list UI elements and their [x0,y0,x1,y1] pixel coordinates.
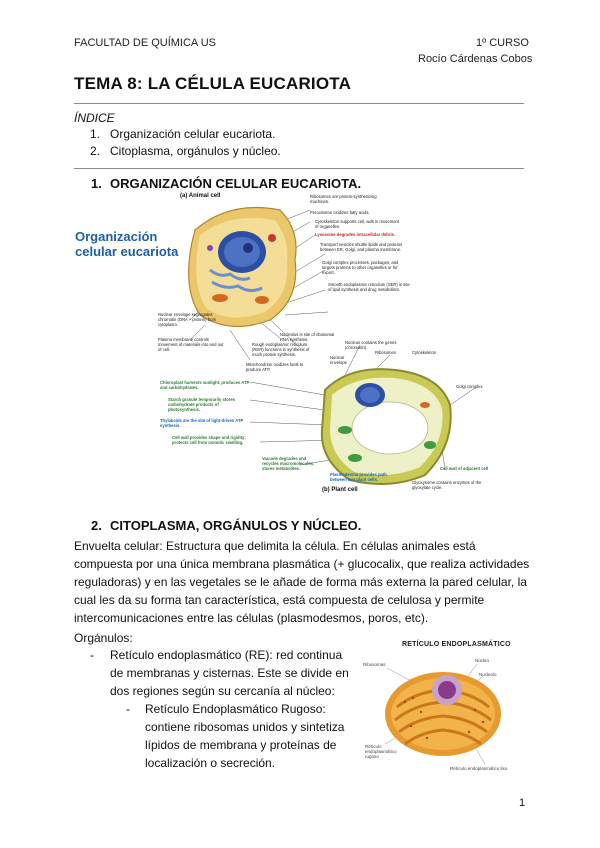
index-item-2-num: 2. [90,144,101,158]
animal-cell-caption: (a) Animal cell [180,193,221,199]
page-title: TEMA 8: LA CÉLULA EUCARIOTA [74,74,352,93]
label-plasmodesma: Plasmodesma provides path between two plant cells. [330,472,387,482]
label-glyoxysome: Glyoxysome contains enzymes of the glyoxylate cycle. [412,480,482,490]
label-cytoskeleton-top: Cytoskeleton supports cell, aids in movement of organelles. [315,219,400,229]
re-item [110,646,360,700]
er-figure-title: RETÍCULO ENDOPLASMÁTICO [402,641,511,648]
label-cell-wall: Cell wall provides shape and rigidity; protects cell from osmotic swelling. [172,435,246,445]
faculty-header: FACULTAD DE QUÍMICA US [74,37,217,49]
index-item-1: Organización celular eucariota. [110,127,276,141]
page-number: 1 [519,797,526,809]
organulos-heading: Orgánulos: [74,631,133,645]
label-ribosomes: Ribosomes are protein-synthesizing machines. [310,194,377,204]
label-nuclear-envelope-short: Nuclear envelope [330,355,347,365]
section-1-number: 1. [91,176,102,191]
label-ribosomes-short: Ribosomes [375,350,396,355]
envuelta-paragraph: Envuelta celular: Estructura que delimita la célula. En células animales está compuesta por una única membrana plasmática (+ glucocalix, que realiza actividades reguladoras) y en las vegetales se le añade de forma más externa la pared celular, la cual les da su forma tan característica, está compuesta de celulosa y permite intercomunicaciones entre las células (plasmodesmos, poros, etc). [74,539,530,625]
bullet-dash-2: - [126,702,130,716]
label-golgi: Golgi complex processes, packages, and targets proteins to other organelles or for export. [322,260,399,275]
er-label-nucleo: Núcleo [475,658,490,663]
section-2-number: 2. [91,518,102,533]
label-mitochondrion: Mitochondrion oxidizes fuels to produce ATP. [246,362,304,372]
label-nucleus: Nucleus contains the genes (chromatin). [345,340,397,350]
rer-subitem-line-2: contiene ribosomas unidos y sintetiza [145,720,345,734]
figure-1-title-line-2: celular eucariota [75,244,179,259]
label-smooth-er: Smooth endoplasmic reticulum (SER) is site of lipid synthesis and drug metabolism. [328,282,410,292]
label-nucleolus: Nucleolus is site of ribosomal RNA synthesis. [280,332,335,342]
re-item-line-3: dos regiones según su cercanía al núcleo: [110,684,335,698]
label-transport-vesicles: Transport vesicles shuttle lipids and proteins between ER, Golgi, and plasma membrane. [320,242,403,252]
re-item-line-1: Retículo endoplasmático (RE): red continua [110,648,343,662]
label-adjacent-cell-wall: Cell wall of adjacent cell [440,466,489,471]
er-label-ribosomas: Ribosomas [363,662,386,667]
er-figure [365,652,530,777]
index-item-1-num: 1. [90,127,101,141]
animal-cell-graphic [189,208,296,327]
cell-figure [150,190,530,500]
rer-subitem-line-3: lípidos de membrana y proteínas de [145,738,337,752]
label-golgi-short: Golgi complex [456,384,483,389]
plant-cell-graphic [322,369,451,484]
title-divider [74,103,524,104]
er-label-nucleolo: Nucleolo [479,672,497,677]
re-item-line-2: de membranas y cisternas. Este se divide en [110,666,349,680]
label-nuclear-envelope: Nuclear envelope segregates chromatin (DNA + protein) from cytoplasm. [158,312,217,327]
er-label-rer: Retículo endoplasmático rugoso [365,744,397,759]
rer-subitem-line-4: localización o secreción. [145,756,276,770]
plant-cell-caption: (b) Plant cell [322,487,358,493]
bullet-dash-1: - [90,648,94,662]
rer-subitem [145,700,345,772]
author-header: Rocío Cárdenas Cobos [418,53,533,65]
index-divider [74,168,524,169]
index-heading: ÍNDICE [74,111,115,125]
section-2-title: CITOPLASMA, ORGÁNULOS Y NÚCLEO. [110,518,362,533]
rer-subitem-line-1: Retículo Endoplasmático Rugoso: [145,702,326,716]
label-rough-er: Rough endoplasmic reticulum (RER) functions in synthesis of much protein synthesis. [252,342,310,357]
er-label-ser: Retículo endoplasmático liso [450,766,508,771]
label-thylakoids: Thylakoids are the site of light-driven ATP synthesis. [160,418,244,428]
label-starch-granule: Starch granule temporarily stores carbohydrate products of photosynthesis. [168,397,236,412]
label-vacuole: Vacuole degrades and recycles macromolecules, stores metabolites. [262,456,315,471]
label-cytoskeleton: Cytoskeleton [412,350,437,355]
label-peroxisome: Peroxisome oxidizes fatty acids. [310,210,370,215]
figure-1-title-line-1: Organización [75,229,158,244]
index-item-2: Citoplasma, orgánulos y núcleo. [110,144,281,158]
label-lysosome: Lysosome degrades intracellular debris. [315,232,396,237]
course-header: 1º CURSO [476,37,529,49]
label-plasma-membrane: Plasma membrane controls movement of materials into and out of cell. [158,337,224,352]
section-1-title: ORGANIZACIÓN CELULAR EUCARIOTA. [110,176,362,191]
label-chloroplast: Chloroplast harvests sunlight, produces ATP and carbohydrates. [160,380,250,390]
